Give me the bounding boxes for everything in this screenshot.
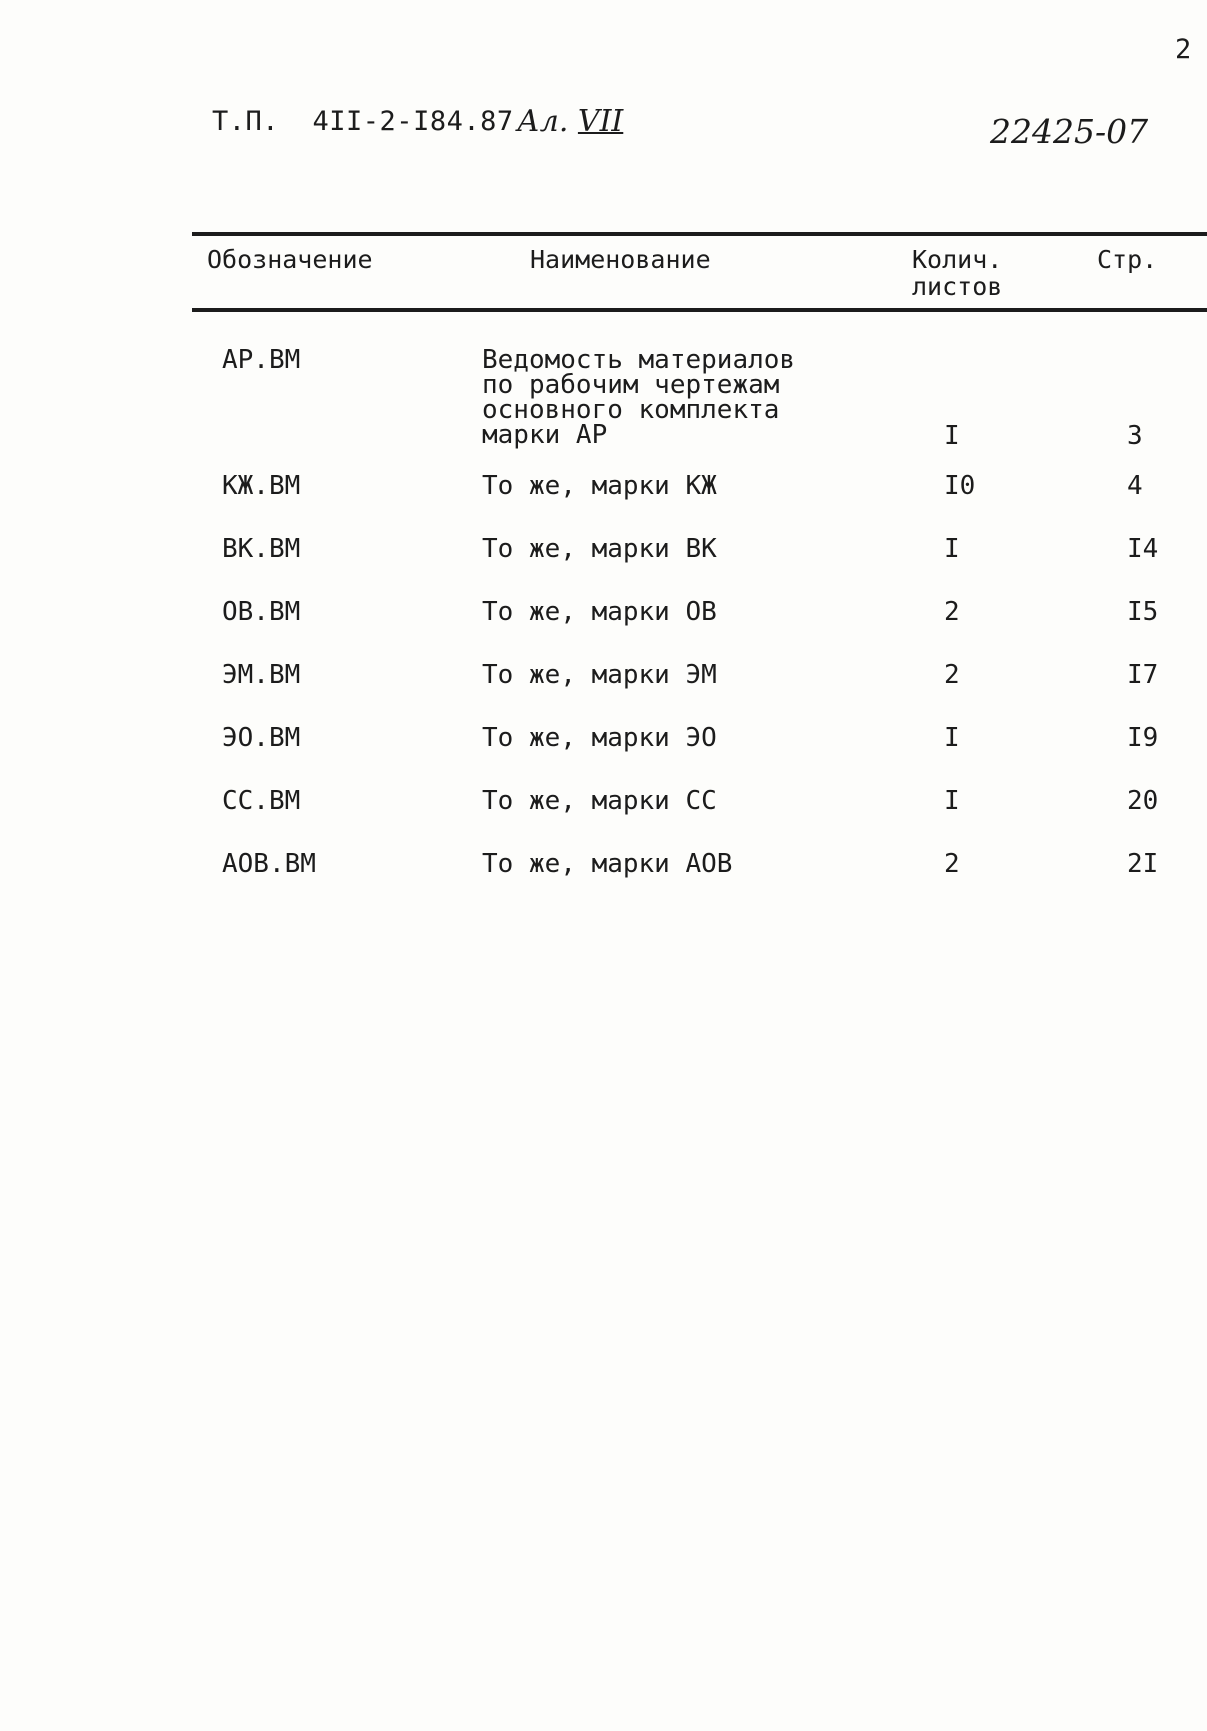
row-name: Ведомость материалов по рабочим чертежам основного комплекта марки АР: [482, 345, 796, 450]
row-page: I9: [1127, 723, 1159, 753]
column-header-designation: Обозначение: [207, 245, 373, 274]
row-sheets: 2: [944, 849, 960, 879]
album-prefix: Ал.: [517, 104, 569, 139]
album-roman-numeral: VII: [577, 104, 624, 139]
column-header-sheet-count: Колич. листов: [912, 245, 1003, 301]
row-code: СС.ВМ: [222, 786, 301, 816]
album-mark: [517, 104, 623, 139]
row-page: 20: [1127, 786, 1159, 816]
row-page: I7: [1127, 660, 1159, 690]
row-sheets: I: [944, 421, 960, 451]
page-number: 2: [1175, 34, 1192, 65]
row-name: То же, марки ОВ: [482, 597, 717, 627]
column-header-name: Наименование: [530, 245, 711, 274]
table-header-rule: [192, 308, 1207, 312]
row-sheets: I0: [944, 471, 976, 501]
row-name: То же, марки ЭМ: [482, 660, 717, 690]
row-sheets: I: [944, 786, 960, 816]
row-code: ОВ.ВМ: [222, 597, 301, 627]
table-top-rule: [192, 232, 1207, 236]
archive-number: 22425-07: [990, 112, 1149, 151]
document-code: Т.П. 4II-2-I84.87: [212, 106, 514, 137]
row-code: КЖ.ВМ: [222, 471, 301, 501]
row-sheets: I: [944, 534, 960, 564]
row-page: 3: [1127, 421, 1143, 451]
row-sheets: 2: [944, 660, 960, 690]
row-name: То же, марки АОВ: [482, 849, 733, 879]
row-code: АР.ВМ: [222, 345, 301, 375]
row-name: То же, марки ВК: [482, 534, 717, 564]
row-code: ЭМ.ВМ: [222, 660, 301, 690]
row-name: То же, марки СС: [482, 786, 717, 816]
row-code: ЭО.ВМ: [222, 723, 301, 753]
column-header-page: Стр.: [1097, 245, 1158, 274]
row-page: 4: [1127, 471, 1143, 501]
row-page: I5: [1127, 597, 1159, 627]
row-page: 2I: [1127, 849, 1159, 879]
row-sheets: 2: [944, 597, 960, 627]
row-sheets: I: [944, 723, 960, 753]
row-code: АОВ.ВМ: [222, 849, 316, 879]
row-name: То же, марки ЭО: [482, 723, 717, 753]
row-code: ВК.ВМ: [222, 534, 301, 564]
row-name: То же, марки КЖ: [482, 471, 717, 501]
row-page: I4: [1127, 534, 1159, 564]
